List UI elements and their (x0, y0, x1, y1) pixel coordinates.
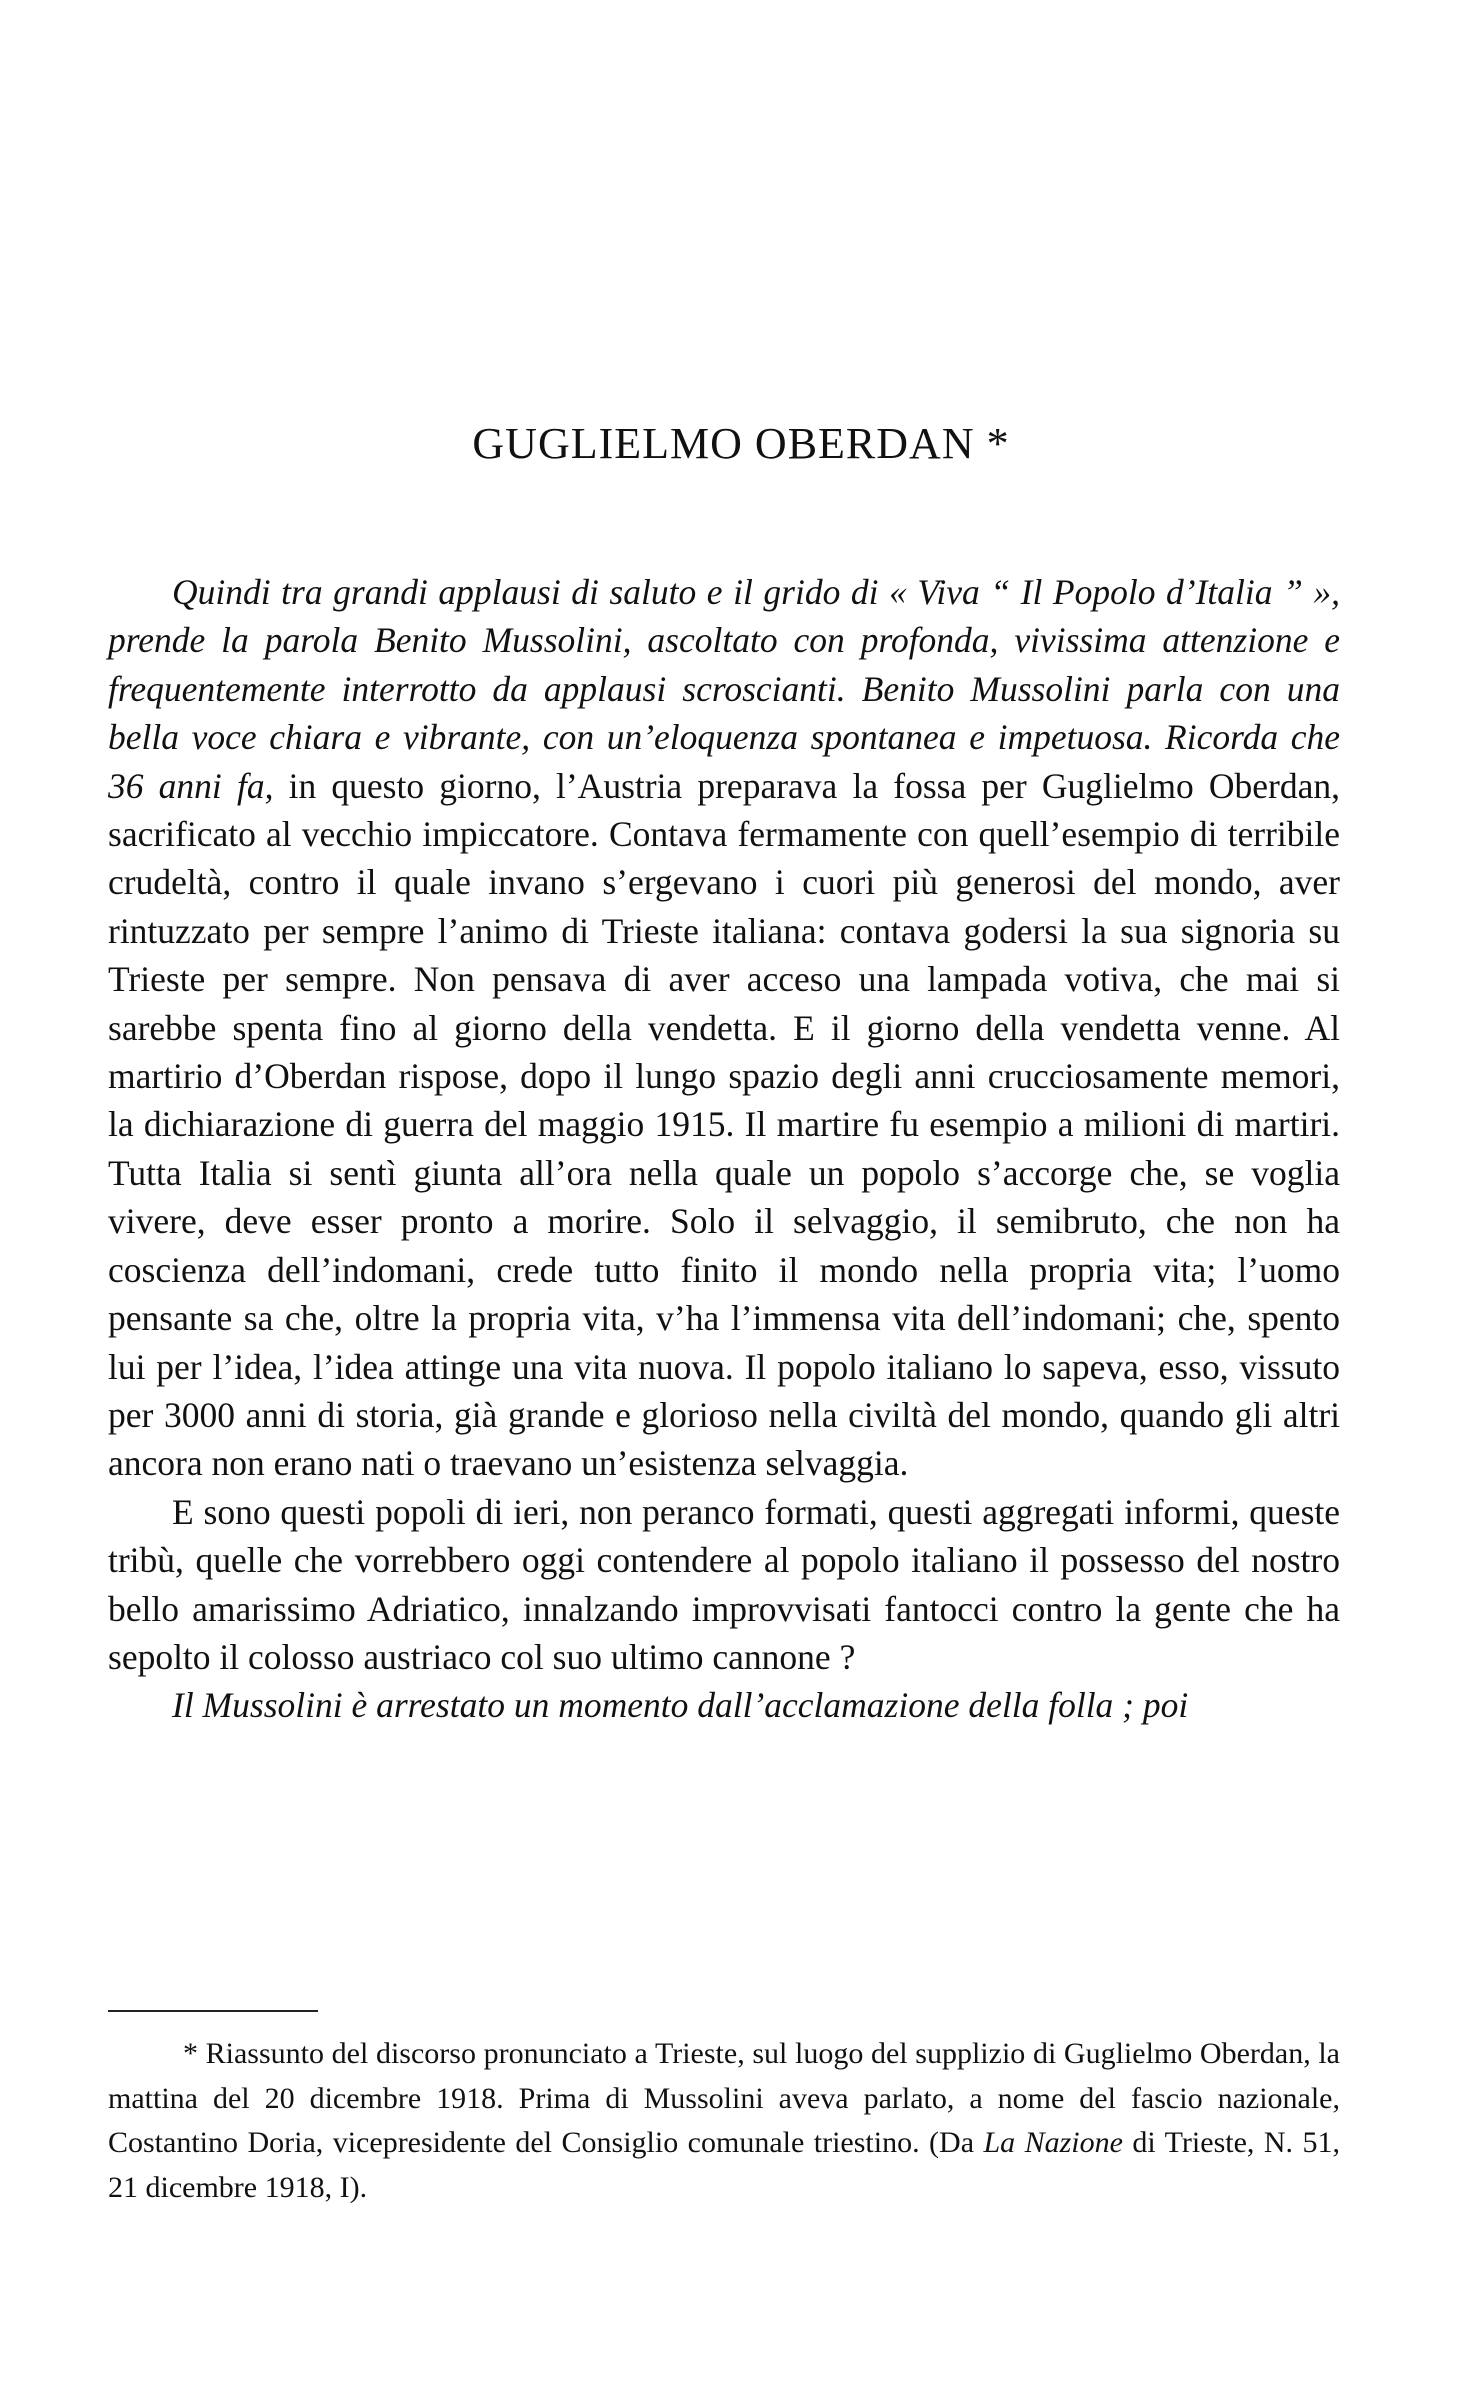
paragraph-3-italic: Il Mussolini è arrestato un momento dall’acclamazione della folla ; poi (172, 1685, 1189, 1726)
page-title: GUGLIELMO OBERDAN * (472, 419, 1010, 468)
footnote (108, 2032, 1340, 2210)
italic-introduction: Quindi tra grandi applausi di saluto e il grido di « Viva “ Il Popolo d’Italia ” », prende la parola Benito Mussolini, ascoltato con profonda, vivissima attenzione e frequentemente interrotto da applausi scroscianti. Benito Mussolini parla con una bella voce chiara e vibrante, con un’eloquenza spontanea e impetuosa. Ricorda che 36 anni fa, (108, 572, 1340, 806)
paragraph-1 (108, 568, 1340, 1488)
speech-text: in questo giorno, l’Austria preparava la fossa per Guglielmo Oberdan, sacrificato al vecchio impiccatore. Contava fermamente con quell’esempio di terribile crudeltà, contro il quale invano s’ergevano i cuori più generosi del mondo, aver rintuzzato per sempre l’animo di Trieste italiana: contava godersi la sua signoria su Trieste per sempre. Non pensava di aver acceso una lampada votiva, che mai si sarebbe spenta fino al giorno della vendetta. E il giorno della vendetta venne. Al martirio d’Oberdan rispose, dopo il lungo spazio degli anni crucciosamente memori, la dichiarazione di guerra del maggio 1915. Il martire fu esempio a milioni di martiri. Tutta Italia si sentì giunta all’ora nella quale un popolo s’accorge che, se voglia vivere, deve esser pronto a morire. Solo il selvaggio, il semibruto, che non ha coscienza dell’indomani, crede tutto finito il mondo nella propria vita; l’uomo pensante sa che, oltre la propria vita, v’ha l’immensa vita dell’indomani; che, spento lui per l’idea, l’idea attinge una vita nuova. Il popolo italiano lo sapeva, esso, vissuto per 3000 anni di storia, già grande e glorioso nella civiltà del mondo, quando gli altri ancora non erano nati o traevano un’esistenza selvaggia. (108, 765, 1340, 1484)
footnote-text-part-2: di Trieste, N. 51, 21 dicembre 1918, I). (108, 2126, 1340, 2204)
footnote-text (108, 2032, 1340, 2210)
footnote-divider (108, 2010, 318, 2012)
body-text (108, 568, 1340, 1730)
paragraph-2: E sono questi popoli di ieri, non peranco formati, questi aggregati informi, queste tribù, quelle che vorrebbero oggi contendere al popolo italiano il possesso del nostro bello amarissimo Adriatico, innalzando improvvisati fantocci contro la gente che ha sepolto il colosso austriaco col suo ultimo cannone ? (108, 1491, 1340, 1677)
footnote-newspaper-title: La Nazione (983, 2126, 1123, 2159)
footnote-text-part-1: * Riassunto del discorso pronunciato a Trieste, sul luogo del supplizio di Guglielmo Oberdan, la mattina del 20 dicembre 1918. Prima di Mussolini aveva parlato, a nome del fascio nazionale, Costantino Doria, vicepresidente del Consiglio comunale triestino. (Da (108, 2037, 1340, 2159)
